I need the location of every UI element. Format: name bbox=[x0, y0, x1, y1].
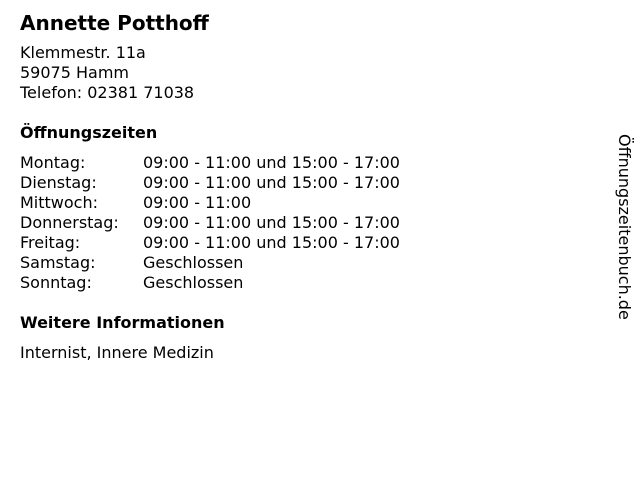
hours-day: Montag: bbox=[20, 153, 86, 172]
hours-time: Geschlossen bbox=[143, 253, 244, 272]
hours-time: 09:00 - 11:00 und 15:00 - 17:00 bbox=[143, 213, 400, 232]
hours-day: Dienstag: bbox=[20, 173, 97, 192]
business-card bbox=[20, 10, 600, 363]
opening-hours-heading: Öffnungszeiten bbox=[20, 123, 158, 142]
opening-hours-table bbox=[20, 153, 600, 293]
phone-number: Telefon: 02381 71038 bbox=[20, 83, 195, 102]
hours-time: 09:00 - 11:00 und 15:00 - 17:00 bbox=[143, 153, 400, 172]
street-address: Klemmestr. 11a bbox=[20, 43, 146, 62]
hours-day: Freitag: bbox=[20, 233, 81, 252]
hours-day: Sonntag: bbox=[20, 273, 92, 292]
site-brand-vertical: Öffnungszeitenbuch.de bbox=[615, 134, 634, 320]
hours-row-saturday bbox=[20, 253, 600, 273]
hours-row-sunday bbox=[20, 273, 600, 293]
hours-day: Mittwoch: bbox=[20, 193, 98, 212]
business-name: Annette Potthoff bbox=[20, 11, 209, 35]
hours-day: Samstag: bbox=[20, 253, 96, 272]
hours-time: Geschlossen bbox=[143, 273, 244, 292]
further-info-heading: Weitere Informationen bbox=[20, 313, 225, 332]
hours-time: 09:00 - 11:00 und 15:00 - 17:00 bbox=[143, 233, 400, 252]
hours-row-thursday bbox=[20, 213, 600, 233]
hours-row-monday bbox=[20, 153, 600, 173]
hours-row-wednesday bbox=[20, 193, 600, 213]
hours-time: 09:00 - 11:00 und 15:00 - 17:00 bbox=[143, 173, 400, 192]
hours-day: Donnerstag: bbox=[20, 213, 119, 232]
hours-row-friday bbox=[20, 233, 600, 253]
hours-row-tuesday bbox=[20, 173, 600, 193]
city-postal: 59075 Hamm bbox=[20, 63, 129, 82]
address-block bbox=[20, 43, 600, 103]
hours-time: 09:00 - 11:00 bbox=[143, 193, 252, 212]
further-info-text: Internist, Innere Medizin bbox=[20, 343, 214, 362]
